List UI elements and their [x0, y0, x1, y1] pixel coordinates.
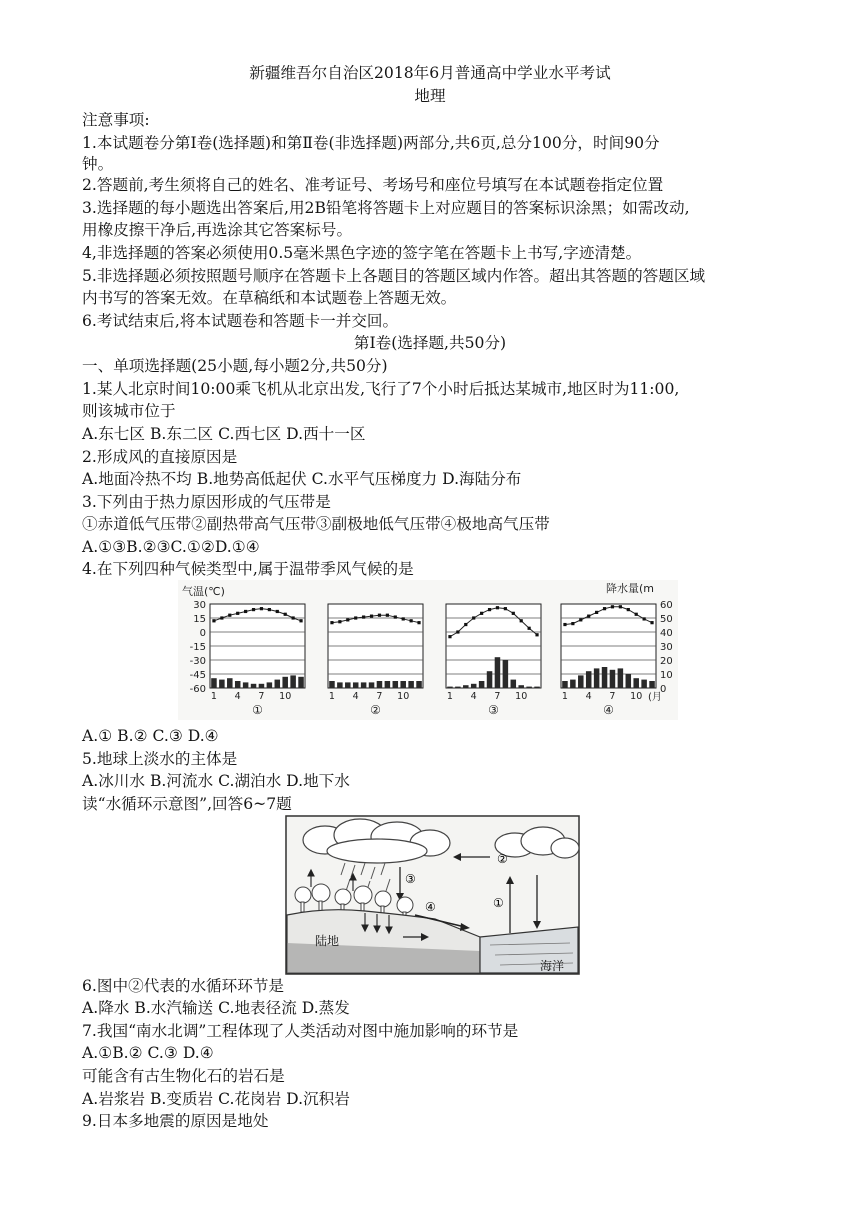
panel-label: ② — [370, 703, 381, 717]
temperature-point — [378, 614, 381, 617]
temp-axis-label: 气温(℃) — [182, 585, 225, 598]
precip-bar — [534, 687, 540, 688]
question-7-options: A.①B.② C.③ D.④ — [82, 1044, 214, 1062]
month-tick-label: 4 — [585, 691, 592, 702]
precip-bar — [219, 680, 225, 688]
precip-bar — [329, 681, 335, 688]
precip-tick-label: 50 — [660, 614, 673, 625]
temperature-point — [603, 607, 606, 610]
precip-bar — [337, 682, 343, 688]
precip-bar — [353, 682, 359, 688]
temperature-point — [643, 617, 646, 620]
precip-bar — [463, 685, 469, 688]
land-label: 陆地 — [315, 934, 340, 948]
temperature-point — [650, 621, 653, 624]
temperature-point — [480, 612, 483, 615]
notice-item: 钟。 — [82, 155, 114, 173]
month-tick-label: 1 — [328, 691, 335, 702]
label-1: ① — [493, 896, 504, 910]
temperature-point — [370, 615, 373, 618]
precip-bar — [416, 681, 422, 688]
temperature-point — [386, 614, 389, 617]
temperature-point — [276, 610, 279, 613]
temperature-point — [284, 613, 287, 616]
precip-bar — [594, 668, 600, 688]
precip-bar — [471, 684, 477, 688]
exam-title: 新疆维吾尔自治区2018年6月普通高中学业水平考试 — [249, 64, 611, 82]
precip-bar — [227, 678, 233, 688]
temp-tick-label: -30 — [189, 656, 206, 667]
precip-bar — [649, 681, 655, 688]
month-tick-label: 7 — [376, 691, 383, 702]
precip-bar — [251, 684, 257, 688]
temperature-point — [488, 608, 491, 611]
precip-bar — [282, 677, 288, 688]
month-tick-label: 1 — [561, 691, 568, 702]
precip-bar — [211, 678, 217, 688]
exam-subject: 地理 — [414, 87, 446, 105]
notice-item: 用橡皮擦干净后,再选涂其它答案标号。 — [82, 221, 353, 239]
precip-bar — [570, 680, 576, 688]
panel-label: ③ — [488, 703, 499, 717]
temp-tick-label: 30 — [193, 600, 206, 611]
month-tick-label: 1 — [210, 691, 217, 702]
temperature-point — [496, 606, 499, 609]
temperature-point — [354, 616, 357, 619]
question-3: 3.下列由于热力原因形成的气压带是 — [82, 493, 331, 511]
sea-label: 海洋 — [540, 959, 565, 973]
precip-bar — [586, 671, 592, 688]
temperature-point — [595, 611, 598, 614]
temperature-point — [212, 619, 215, 622]
temperature-point — [520, 619, 523, 622]
month-tick-label: 10 — [630, 691, 643, 702]
month-tick-label: 4 — [352, 691, 359, 702]
precip-bar — [345, 682, 351, 688]
notice-item: 内书写的答案无效。在草稿纸和本试题卷上答题无效。 — [82, 289, 457, 307]
temperature-point — [252, 608, 255, 611]
question-3-items: ①赤道低气压带②副热带高气压带③副极地低气压带④极地高气压带 — [82, 515, 550, 533]
precip-bar — [235, 681, 241, 688]
precip-tick-label: 20 — [660, 656, 673, 667]
precip-bar — [503, 660, 509, 688]
temperature-point — [619, 605, 622, 608]
month-tick-label: 4 — [470, 691, 477, 702]
precip-tick-label: 40 — [660, 628, 673, 639]
temperature-point — [627, 608, 630, 611]
temperature-point — [394, 615, 397, 618]
question-7: 7.我国“南水北调”工程体现了人类活动对图中施加影响的环节是 — [82, 1022, 519, 1040]
temperature-point — [260, 607, 263, 610]
month-tick-label: 4 — [234, 691, 241, 702]
month-tick-label: 7 — [609, 691, 616, 702]
question-4: 4.在下列四种气候类型中,属于温带季风气候的是 — [82, 560, 414, 578]
temperature-point — [236, 612, 239, 615]
question-8: 可能含有古生物化石的岩石是 — [82, 1067, 285, 1085]
precip-bar — [626, 674, 632, 688]
temperature-point — [472, 616, 475, 619]
precip-bar — [602, 667, 608, 688]
question-1: 1.某人北京时间10:00乘飞机从北京出发,飞行了7个小时后抵达某城市,地区时为11:00, — [82, 380, 680, 398]
notice-item: 1.本试题卷分第Ⅰ卷(选择题)和第Ⅱ卷(非选择题)两部分,共6页,总分100分，时间90分 — [82, 134, 660, 152]
precip-bar — [562, 681, 568, 688]
month-tick-label: 10 — [397, 691, 410, 702]
precip-bar — [479, 681, 485, 688]
precip-axis-label: 降水量(m — [606, 582, 655, 595]
temp-tick-label: -60 — [189, 684, 206, 695]
temperature-point — [228, 614, 231, 617]
precip-tick-label: 60 — [660, 600, 673, 611]
precip-bar — [487, 671, 493, 688]
precip-bar — [526, 687, 532, 688]
precip-bar — [455, 687, 461, 688]
temperature-point — [402, 617, 405, 620]
temperature-point — [464, 623, 467, 626]
read-instruction: 读“水循环示意图”,回答6~7题 — [82, 795, 292, 813]
temperature-point — [417, 621, 420, 624]
precip-bar — [385, 681, 391, 688]
precip-bar — [511, 680, 517, 688]
precip-bar — [298, 677, 304, 688]
panel-label: ④ — [603, 703, 614, 717]
temperature-point — [362, 615, 365, 618]
question-6: 6.图中②代表的水循环环节是 — [82, 977, 285, 995]
precip-tick-label: 10 — [660, 670, 673, 681]
temperature-point — [563, 623, 566, 626]
temperature-point — [587, 615, 590, 618]
question-2-options: A.地面冷热不均 B.地势高低起伏 C.水平气压梯度力 D.海陆分布 — [82, 470, 522, 488]
notice-item: 2.答题前,考生须将自己的姓名、准考证号、考场号和座位号填写在本试题卷指定位置 — [82, 176, 664, 194]
precip-tick-label: 0 — [660, 684, 667, 695]
climate-chart-figure — [178, 580, 678, 720]
question-9: 9.日本多地震的原因是地处 — [82, 1112, 269, 1130]
question-1-cont: 则该城市位于 — [82, 402, 176, 420]
temperature-point — [535, 633, 538, 636]
notice-heading: 注意事项: — [82, 111, 150, 129]
precip-bar — [641, 680, 647, 688]
precip-bar — [369, 682, 375, 688]
precip-bar — [400, 681, 406, 688]
question-1-options: A.东七区 B.东二区 C.西七区 D.西十一区 — [82, 425, 366, 443]
temperature-point — [410, 619, 413, 622]
temperature-point — [579, 618, 582, 621]
notice-item: 3.选择题的每小题选出答案后,用2B铅笔将答题卡上对应题目的答案标识涂黑；如需改动, — [82, 199, 690, 217]
precip-bar — [578, 675, 584, 688]
month-tick-label: 7 — [494, 691, 501, 702]
precip-bar — [408, 681, 414, 688]
question-5-options: A.冰川水 B.河流水 C.湖泊水 D.地下水 — [82, 772, 350, 790]
temperature-point — [338, 620, 341, 623]
precip-bar — [243, 682, 249, 688]
temperature-point — [299, 619, 302, 622]
precip-bar — [267, 682, 273, 688]
section-heading: 一、单项选择题(25小题,每小题2分,共50分) — [82, 357, 388, 375]
question-8-options: A.岩浆岩 B.变质岩 C.花岗岩 D.沉积岩 — [82, 1090, 350, 1108]
temp-tick-label: 15 — [193, 614, 206, 625]
precip-bar — [377, 681, 383, 688]
question-4-options: A.① B.② C.③ D.④ — [82, 727, 219, 745]
temperature-point — [512, 612, 515, 615]
temp-tick-label: -15 — [189, 642, 206, 653]
water-cycle-diagram — [285, 815, 580, 975]
temperature-point — [292, 616, 295, 619]
label-2: ② — [497, 852, 508, 866]
notice-item: 6.考试结束后,将本试题卷和答题卡一并交回。 — [82, 312, 399, 330]
month-tick-label: 10 — [279, 691, 292, 702]
precip-bar — [393, 681, 399, 688]
temperature-point — [635, 613, 638, 616]
temperature-point — [330, 621, 333, 624]
temperature-point — [456, 630, 459, 633]
temperature-point — [528, 627, 531, 630]
temperature-point — [504, 607, 507, 610]
month-axis-label: (月 — [648, 692, 662, 703]
precip-bar — [633, 678, 639, 688]
temp-tick-label: 0 — [199, 628, 206, 639]
temperature-point — [448, 635, 451, 638]
precip-bar — [495, 657, 501, 688]
climate-chart — [178, 580, 678, 720]
month-tick-label: 7 — [258, 691, 265, 702]
month-tick-label: 1 — [446, 691, 453, 702]
question-3-options: A.①③B.②③C.①②D.①④ — [82, 538, 260, 556]
precip-bar — [259, 684, 265, 688]
precip-bar — [618, 668, 624, 688]
temperature-point — [611, 605, 614, 608]
month-tick-label: 10 — [515, 691, 528, 702]
label-4: ④ — [425, 900, 436, 914]
temperature-point — [244, 610, 247, 613]
precip-tick-label: 30 — [660, 642, 673, 653]
temperature-point — [346, 618, 349, 621]
precip-bar — [361, 682, 367, 688]
temperature-point — [571, 622, 574, 625]
label-3: ③ — [405, 872, 416, 886]
notice-item: 5.非选择题必须按照题号顺序在答题卡上各题目的答题区域内作答。超出其答题的答题区域 — [82, 267, 706, 285]
question-6-options: A.降水 B.水汽输送 C.地表径流 D.蒸发 — [82, 999, 350, 1017]
precip-bar — [290, 675, 296, 688]
precip-bar — [518, 685, 524, 688]
temperature-point — [220, 616, 223, 619]
precip-bar — [447, 687, 453, 688]
water-cycle-figure — [285, 815, 580, 975]
notice-item: 4,非选择题的答案必须使用0.5毫米黑色字迹的签字笔在答题卡上书写,字迹清楚。 — [82, 244, 642, 262]
temperature-point — [268, 608, 271, 611]
part1-title: 第Ⅰ卷(选择题,共50分) — [353, 334, 507, 352]
precip-bar — [610, 670, 616, 688]
precip-bar — [275, 680, 281, 688]
temp-tick-label: -45 — [189, 670, 206, 681]
question-5: 5.地球上淡水的主体是 — [82, 750, 238, 768]
panel-label: ① — [252, 703, 263, 717]
question-2: 2.形成风的直接原因是 — [82, 448, 238, 466]
